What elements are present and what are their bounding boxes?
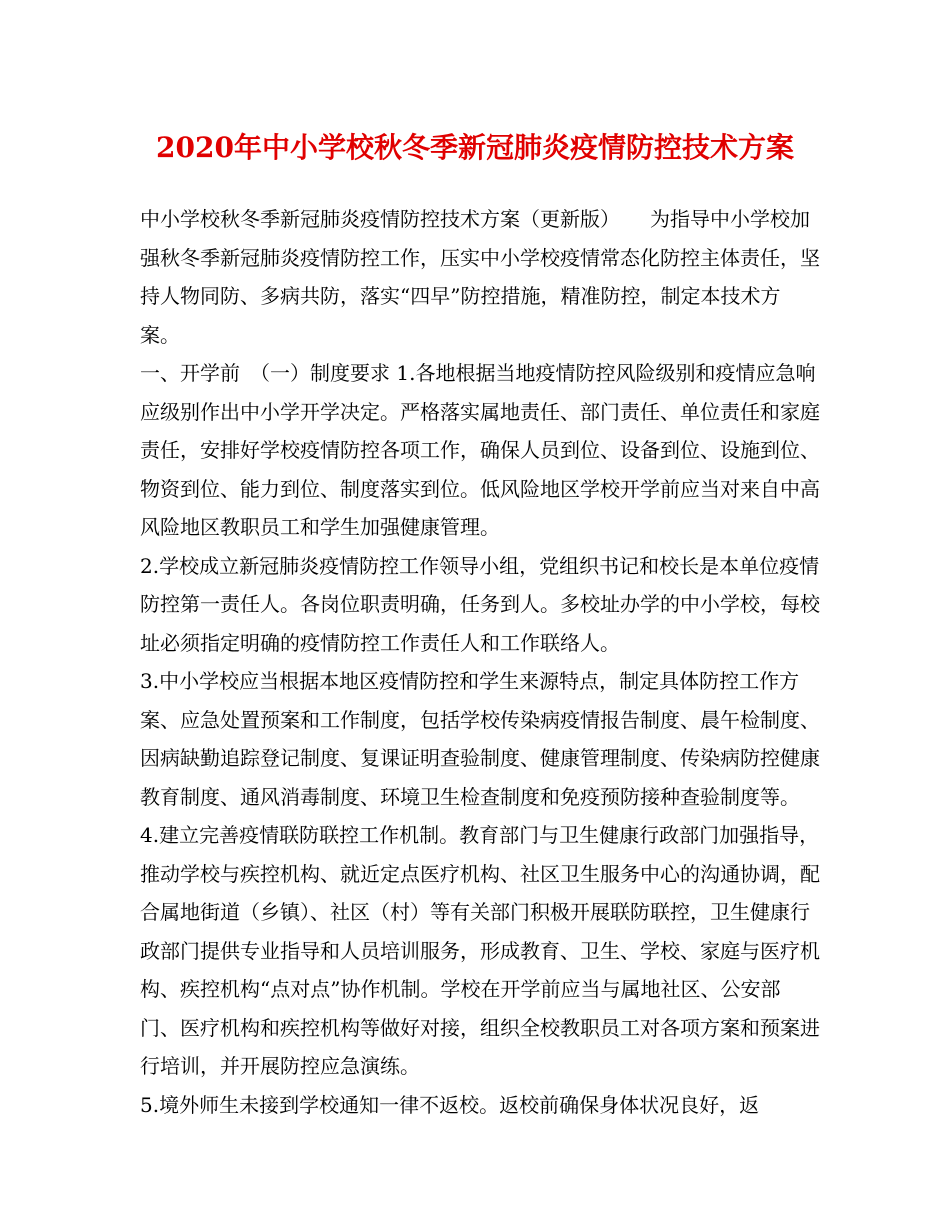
paragraph-item-5: 5.境外师生未接到学校通知一律不返校。返校前确保身体状况良好，返 [140, 1092, 760, 1117]
document-title: 2020年中小学校秋冬季新冠肺炎疫情防控技术方案 [156, 131, 794, 164]
paragraph-intro: 中小学校秋冬季新冠肺炎疫情防控技术方案（更新版） 为指导中小学校加强秋冬季新冠肺炎疫情防控工作，压实中小学校疫情常态化防控主体责任，坚持人物同防、多病共防，落实“四早”防控措施，精准防控，制定本技术方案。 [140, 207, 820, 347]
paragraph-item-4: 4.建立完善疫情联防联控工作机制。教育部门与卫生健康行政部门加强指导，推动学校与疾控机构、就近定点医疗机构、社区卫生服务中心的沟通协调，配合属地街道（乡镇）、社区（村）等有关部门积极开展联防联控，卫生健康行政部门提供专业指导和人员培训服务，形成教育、卫生、学校、家庭与医疗机构、疾控机构“点对点”协作机制。学校在开学前应当与属地社区、公安部门、医疗机构和疾控机构等做好对接，组织全校教职员工对各项方案和预案进行培训，并开展防控应急演练。 [140, 823, 820, 1078]
paragraph-item-2: 2.学校成立新冠肺炎疫情防控工作领导小组，党组织书记和校长是本单位疫情防控第一责任人。各岗位职责明确，任务到人。多校址办学的中小学校，每校址必须指定明确的疫情防控工作责任人和工作联络人。 [140, 553, 820, 655]
document-body [140, 200, 820, 1124]
paragraph-section-1: 一、开学前 （一）制度要求 1.各地根据当地疫情防控风险级别和疫情应急响应级别作出中小学开学决定。严格落实属地责任、部门责任、单位责任和家庭责任，安排好学校疫情防控各项工作，确保人员到位、设备到位、设施到位、物资到位、能力到位、制度落实到位。低风险地区学校开学前应当对来自中高风险地区教职员工和学生加强健康管理。 [140, 361, 820, 539]
paragraph-item-3: 3.中小学校应当根据本地区疫情防控和学生来源特点，制定具体防控工作方案、应急处置预案和工作制度，包括学校传染病疫情报告制度、晨午检制度、因病缺勤追踪登记制度、复课证明查验制度、健康管理制度、传染病防控健康教育制度、通风消毒制度、环境卫生检查制度和免疫预防接种查验制度等。 [140, 669, 820, 809]
